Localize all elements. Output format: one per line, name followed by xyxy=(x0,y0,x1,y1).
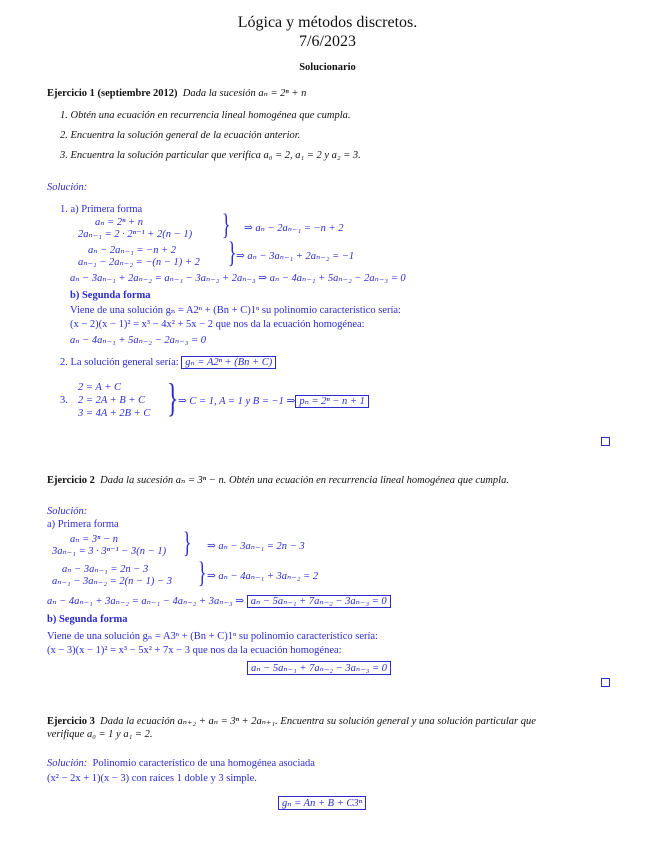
doc-subtitle: Solucionario xyxy=(299,62,356,73)
solution-label: Solución: xyxy=(47,182,88,193)
ex3-label: Ejercicio 3 xyxy=(47,716,95,727)
equation: ⇒ aₙ − 3aₙ₋₁ + 2aₙ₋₂ = −1 xyxy=(236,251,355,262)
text: aₙ − 4aₙ₋₁ + 3aₙ₋₂ = aₙ₋₁ − 4aₙ₋₂ + 3aₙ₋₃ ⇒ xyxy=(47,596,245,607)
ex2-label: Ejercicio 2 xyxy=(47,475,95,486)
solution-label: Solución: xyxy=(47,758,88,769)
doc-title: Lógica y métodos discretos. xyxy=(237,14,418,31)
doc-date: 7/6/2023 xyxy=(299,33,356,50)
equation: 2 = 2A + B + C xyxy=(78,395,146,406)
boxed-result: gₙ = A2ⁿ + (Bn + C) xyxy=(181,356,276,369)
equation xyxy=(47,595,391,607)
boxed-result: aₙ − 5aₙ₋₁ + 7aₙ₋₂ − 3aₙ₋₃ = 0 xyxy=(247,595,391,608)
equation: ⇒ aₙ − 4aₙ₋₁ + 3aₙ₋₂ = 2 xyxy=(207,571,319,582)
ex1-statement: Dada la sucesión aₙ = 2ⁿ + n xyxy=(182,88,307,99)
ex1-item: 2. Encuentra la solución general de la ecuación anterior. xyxy=(60,130,301,141)
brace: } xyxy=(227,236,237,269)
equation: aₙ = 3ⁿ − n xyxy=(70,534,118,545)
ex1-heading xyxy=(47,87,306,99)
equation: aₙ − 4aₙ₋₁ + 5aₙ₋₂ − 2aₙ₋₃ = 0 xyxy=(70,335,206,346)
equation: ⇒ aₙ − 3aₙ₋₁ = 2n − 3 xyxy=(207,541,305,552)
part-a-heading: a) Primera forma xyxy=(47,519,119,530)
equation: aₙ₋₁ − 3aₙ₋₂ = 2(n − 1) − 3 xyxy=(52,576,172,587)
equation: aₙ − 3aₙ₋₁ = 2n − 3 xyxy=(62,564,149,575)
equation: aₙ − 3aₙ₋₁ + 2aₙ₋₂ = aₙ₋₁ − 3aₙ₋₂ + 2aₙ₋₃ ⇒ aₙ − 4aₙ₋₁ + 5aₙ₋₂ − 2aₙ₋₃ = 0 xyxy=(70,273,406,284)
part-b-heading: b) Segunda forma xyxy=(70,290,151,301)
boxed-result: aₙ − 5aₙ₋₁ + 7aₙ₋₂ − 3aₙ₋₃ = 0 xyxy=(247,661,391,675)
solution-label: Solución: xyxy=(47,506,88,517)
brace: } xyxy=(221,208,231,241)
boxed-result: pₙ = 2ⁿ − n + 1 xyxy=(295,395,369,408)
equation: ⇒ aₙ − 2aₙ₋₁ = −n + 2 xyxy=(244,223,344,234)
equation: aₙ − 2aₙ₋₁ = −n + 2 xyxy=(88,245,177,256)
equation: 3 = 4A + 2B + C xyxy=(78,408,151,419)
text-line: (x − 2)(x − 1)² = x³ − 4x² + 5x − 2 que nos da la ecuación homogénea: xyxy=(70,319,365,330)
text: Polinomio característico de una homogénea asociada xyxy=(92,758,315,769)
text-line: (x − 3)(x − 1)² = x³ − 5x² + 7x − 3 que nos da la ecuación homogénea: xyxy=(47,645,342,656)
part-b-heading: b) Segunda forma xyxy=(47,614,128,625)
equation: 2 = A + C xyxy=(78,382,121,393)
particular-solution xyxy=(178,395,369,407)
qed-square-icon xyxy=(601,678,610,687)
ex3-statement-cont: verifique a₀ = 1 y a₁ = 2. xyxy=(47,729,153,740)
equation: 3aₙ₋₁ = 3 · 3ⁿ⁻¹ − 3(n − 1) xyxy=(52,546,167,557)
brace: } xyxy=(197,556,207,589)
ex2-heading xyxy=(47,474,509,486)
text: 2. La solución general sería: xyxy=(60,357,179,368)
text-line: (x² − 2x + 1)(x − 3) con raíces 1 doble y 3 simple. xyxy=(47,773,257,784)
text-line: Viene de una solución gₙ = A2ⁿ + (Bn + C)1ⁿ su polinomio característico sería: xyxy=(70,305,401,316)
equation: 2aₙ₋₁ = 2 · 2ⁿ⁻¹ + 2(n − 1) xyxy=(78,229,193,240)
solution-line xyxy=(47,758,315,769)
equation: aₙ₋₁ − 2aₙ₋₂ = −(n − 1) + 2 xyxy=(78,257,200,268)
text: ⇒ C = 1, A = 1 y B = −1 ⇒ xyxy=(178,396,296,407)
ex1-item: 1. Obtén una ecuación en recurrencia lineal homogénea que cumpla. xyxy=(60,110,351,121)
ex3-statement: Dada la ecuación aₙ₊₂ + aₙ = 3ⁿ + 2aₙ₊₁. Encuentra su solución general y una solución particular que xyxy=(100,716,536,727)
item-number: 3. xyxy=(60,395,68,406)
ex1-item: 3. Encuentra la solución particular que verifica a₀ = 2, a₁ = 2 y a₂ = 3. xyxy=(60,150,361,161)
ex3-heading xyxy=(47,715,536,727)
text-line: Viene de una solución gₙ = A3ⁿ + (Bn + C)1ⁿ su polinomio característico sería: xyxy=(47,631,378,642)
general-solution xyxy=(60,356,276,368)
brace: } xyxy=(182,526,192,559)
ex1-label: Ejercicio 1 (septiembre 2012) xyxy=(47,88,178,99)
boxed-result: gₙ = An + B + C3ⁿ xyxy=(278,796,366,810)
qed-square-icon xyxy=(601,437,610,446)
part-a-heading: 1. a) Primera forma xyxy=(60,204,143,215)
equation: aₙ = 2ⁿ + n xyxy=(95,217,143,228)
brace: } xyxy=(166,375,179,420)
ex2-statement: Dada la sucesión aₙ = 3ⁿ − n. Obtén una ecuación en recurrencia lineal homogénea que cumpla. xyxy=(100,475,509,486)
